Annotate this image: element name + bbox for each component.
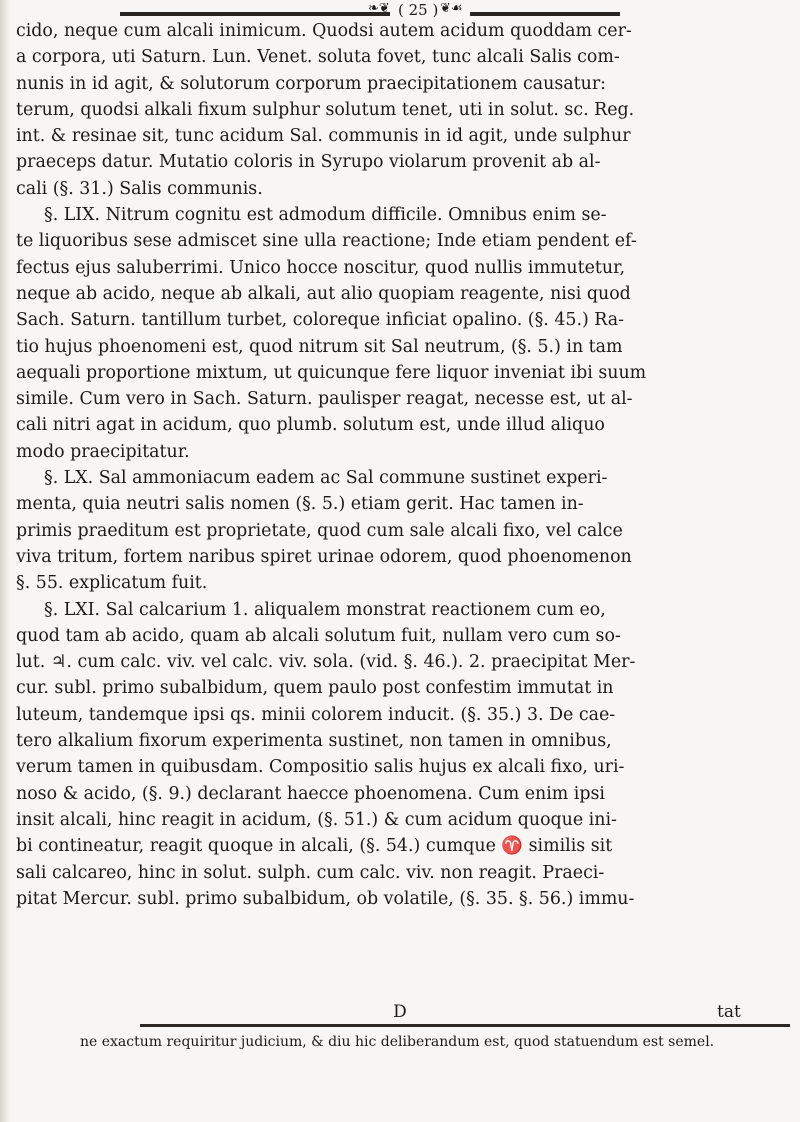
text-line: a corpora, uti Saturn. Lun. Venet. soluta fovet, tunc alcali Salis com-	[16, 47, 620, 68]
text-line: modo praecipitatur.	[16, 441, 190, 462]
text-line: cali nitri agat in acidum, quo plumb. solutum est, unde illud aliquo	[16, 415, 605, 436]
text-line: int. & resinae sit, tunc acidum Sal. communis in id agit, unde sulphur	[16, 126, 631, 147]
footnote-rule	[140, 1024, 790, 1027]
text-line: bi contineatur, reagit quoque in alcali, (§. 54.) cumque ♈ similis sit	[16, 836, 613, 857]
header-ornament-left: ❧❦	[368, 1, 390, 16]
text-line: primis praeditum est proprietate, quod cum sale alcali fixo, vel calce	[16, 520, 623, 541]
text-line: cido, neque cum alcali inimicum. Quodsi autem acidum quoddam cer-	[16, 21, 632, 41]
text-line: praeceps datur. Mutatio coloris in Syrupo violarum provenit ab al-	[16, 152, 601, 173]
text-line: terum, quodsi alkali fixum sulphur solutum tenet, uti in solut. sc. Reg.	[16, 99, 635, 120]
text-line: menta, quia neutri salis nomen (§. 5.) etiam gerit. Hac tamen in-	[16, 494, 584, 515]
main-text	[16, 18, 786, 912]
text-line: cur. subl. primo subalbidum, quem paulo post confestim immutat in	[16, 678, 614, 699]
signature-mark: D	[393, 1002, 407, 1022]
header-rule-right	[470, 12, 620, 16]
page-number: ( 25 )	[398, 1, 439, 19]
text-line: pitat Mercur. subl. primo subalbidum, ob volatile, (§. 35. §. 56.) immu-	[16, 888, 635, 909]
text-line: simile. Cum vero in Sach. Saturn. paulisper reagat, necesse est, ut al-	[16, 389, 633, 410]
text-line: verum tamen in quibusdam. Compositio salis hujus ex alcali fixo, uri-	[16, 757, 625, 778]
page-gutter-shadow	[0, 0, 10, 1122]
text-line: sali calcareo, hinc in solut. sulph. cum calc. viv. non reagit. Praeci-	[16, 862, 605, 883]
text-line: noso & acido, (§. 9.) declarant haecce phoenomena. Cum enim ipsi	[16, 783, 605, 804]
text-line: aequali proportione mixtum, ut quicunque fere liquor inveniat ibi suum	[16, 362, 647, 383]
text-line: cali (§. 31.) Salis communis.	[16, 178, 263, 199]
catchword: tat	[717, 1002, 741, 1022]
text-line: te liquoribus sese admiscet sine ulla reactione; Inde etiam pendent ef-	[16, 231, 637, 252]
text-line: nunis in id agit, & solutorum corporum praecipitationem causatur:	[16, 73, 606, 94]
header-ornament-right: ❦☙	[440, 1, 463, 16]
text-line: insit alcali, hinc reagit in acidum, (§. 51.) & cum acidum quoque ini-	[16, 809, 617, 830]
text-line: luteum, tandemque ipsi qs. minii colorem inducit. (§. 35.) 3. De cae-	[16, 704, 616, 725]
text-line: quod tam ab acido, quam ab alcali solutum fuit, nullam vero cum so-	[16, 625, 621, 646]
text-line: fectus ejus saluberrimi. Unico hocce noscitur, quod nullis immutetur,	[16, 257, 626, 278]
text-line: §. 55. explicatum fuit.	[16, 573, 208, 594]
text-line: tero alkalium fixorum experimenta sustinet, non tamen in omnibus,	[16, 731, 612, 752]
text-line: §. LX. Sal ammoniacum eadem ac Sal commune sustinet experi-	[44, 468, 608, 489]
text-line: Sach. Saturn. tantillum turbet, coloreque inficiat opalino. (§. 45.) Ra-	[16, 310, 625, 331]
text-line: viva tritum, fortem naribus spiret urinae odorem, quod phoenomenon	[16, 546, 632, 567]
text-line: §. LXI. Sal calcarium 1. aliqualem monstrat reactionem cum eo,	[44, 599, 606, 620]
text-line: tio hujus phoenomeni est, quod nitrum sit Sal neutrum, (§. 5.) in tam	[16, 336, 623, 357]
text-line: lut. ♃. cum calc. viv. vel calc. viv. sola. (vid. §. 46.). 2. praecipitat Mer-	[16, 652, 636, 673]
text-line: neque ab acido, neque ab alkali, aut alio quopiam reagente, nisi quod	[16, 283, 631, 304]
text-line: §. LIX. Nitrum cognitu est admodum difficile. Omnibus enim se-	[44, 205, 607, 226]
footnote: ne exactum requiritur judicium, & diu hic deliberandum est, quod statuendum est semel.	[80, 1034, 715, 1050]
header-rule-left	[120, 12, 390, 16]
